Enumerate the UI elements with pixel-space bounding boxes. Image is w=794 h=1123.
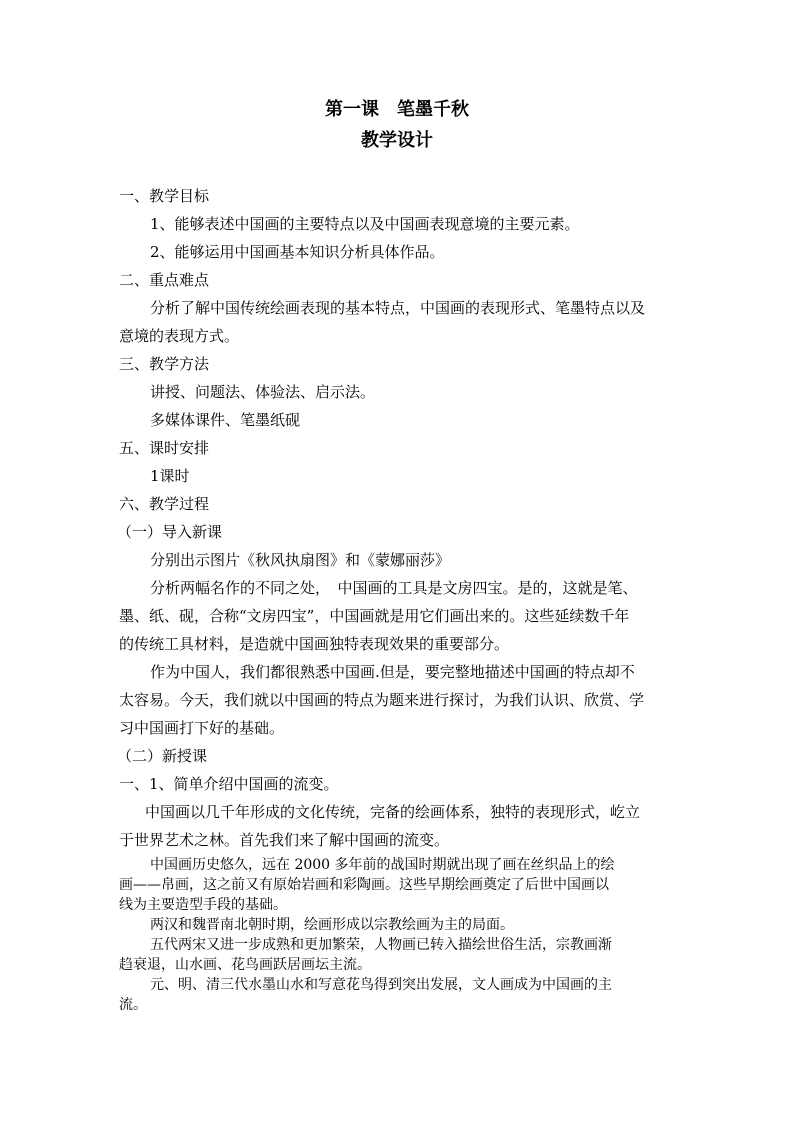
paragraph-line: 画——帛画，这之前又有原始岩画和彩陶画。这些早期绘画奠定了后世中国画以: [119, 877, 609, 893]
paragraph-line: 多媒体课件、笔墨纸砚: [150, 411, 301, 429]
paragraph-line: 1、能够表述中国画的主要特点以及中国画表现意境的主要元素。: [150, 215, 580, 233]
paragraph-line: 讲授、问题法、体验法、启示法。: [150, 383, 376, 401]
section-heading: 一、教学目标: [119, 187, 210, 205]
subsection-heading: （一）导入新课: [117, 523, 223, 541]
section-heading: 五、课时安排: [119, 439, 210, 457]
paragraph-line: 的传统工具材料，是造就中国画独特表现效果的重要部分。: [119, 635, 510, 653]
paragraph-line: 分析了解中国传统绘画表现的基本特点，中国画的表现形式、笔墨特点以及: [150, 299, 646, 317]
paragraph-line: 2、能够运用中国画基本知识分析具体作品。: [150, 243, 445, 261]
paragraph-line: 趋衰退，山水画、花鸟画跃居画坛主流。: [119, 957, 371, 973]
paragraph-line: 分析两幅名作的不同之处， 中国画的工具是文房四宝。是的，这就是笔、: [150, 579, 638, 597]
paragraph-line: 习中国画打下好的基础。: [119, 719, 285, 737]
paragraph-line: 墨、纸、砚，合称“文房四宝”，中国画就是用它们画出来的。这些延续数千年: [119, 607, 630, 625]
paragraph-line: 线为主要造型手段的基础。: [119, 897, 287, 913]
paragraph-line: 中国画以几千年形成的文化传统，完备的绘画体系，独特的表现形式，屹立: [145, 803, 641, 821]
document-title: 第一课 笔墨千秋: [325, 99, 469, 120]
paragraph-line: 太容易。今天，我们就以中国画的特点为题来进行探讨，为我们认识、欣赏、学: [119, 691, 645, 709]
paragraph-line: 流。: [119, 997, 147, 1013]
section-heading: 三、教学方法: [119, 355, 210, 373]
paragraph-line: 1课时: [150, 467, 190, 485]
paragraph-line: 元、明、清三代水墨山水和写意花鸟得到突出发展，文人画成为中国画的主: [150, 977, 612, 993]
section-heading: 六、教学过程: [119, 495, 210, 513]
paragraph-line: 意境的表现方式。: [119, 327, 240, 345]
subsection-heading: （二）新授课: [117, 747, 208, 765]
section-heading: 一、1、简单介绍中国画的流变。: [119, 775, 339, 793]
paragraph-line: 五代两宋又进一步成熟和更加繁荣，人物画已转入描绘世俗生活，宗教画渐: [150, 937, 612, 953]
paragraph-line: 于世界艺术之林。首先我们来了解中国画的流变。: [119, 831, 450, 849]
paragraph-line: 中国画历史悠久，远在 2000 多年前的战国时期就出现了画在丝织品上的绘: [150, 857, 615, 873]
paragraph-line: 两汉和魏晋南北朝时期，绘画形成以宗教绘画为主的局面。: [150, 917, 514, 933]
document-subtitle: 教学设计: [361, 130, 433, 151]
section-heading: 二、重点难点: [119, 271, 210, 289]
paragraph-line: 分别出示图片《秋风执扇图》和《蒙娜丽莎》: [150, 551, 451, 569]
paragraph-line: 作为中国人，我们都很熟悉中国画.但是，要完整地描述中国画的特点却不: [150, 663, 635, 681]
